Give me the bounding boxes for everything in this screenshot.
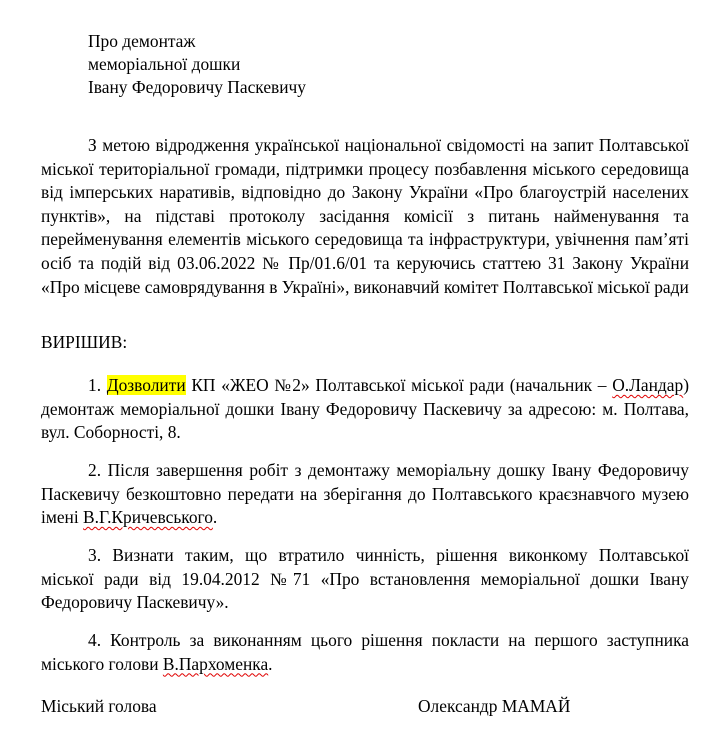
item-4-text-b: . bbox=[268, 653, 273, 674]
item-2-text-b: . bbox=[212, 507, 218, 528]
title-line-1: Про демонтаж bbox=[88, 31, 196, 51]
preamble-paragraph: З метою відродження української національної свідомості на запит Полтавської міської територіальної громади, підтримки процесу позбавлення міського середовища від імперських наративів, відповідно до Закону України «Про благоустрій населених пунктів», на підставі протоколу засідання комісії з питань найменування та перейменування елементів міського середовища та інфраструктури, увічнення пам’яті осіб та подій від 03.06.2022 № Пр/01.6/01 та керуючись статтею 31 Закону України «Про місцеве самоврядування в Україні», виконавчий комітет Полтавської міської ради bbox=[41, 135, 689, 297]
spellcheck-name-parkhomenko: В.Пархоменка bbox=[162, 653, 269, 674]
decision-item-4 bbox=[41, 629, 689, 676]
signature-name: Олександр МАМАЙ bbox=[418, 696, 571, 716]
title-line-2: меморіальної дошки bbox=[88, 54, 241, 74]
decision-item-3: 3. Визнати таким, що втратило чинність, рішення виконкому Полтавської міської ради від 19.04.2012 №71 «Про встановлення меморіальної дошки Івану Федоровичу Паскевичу». bbox=[41, 545, 689, 613]
spellcheck-name-landar: О.Ландар bbox=[612, 375, 684, 395]
item-1-number: 1. bbox=[88, 375, 102, 395]
spellcheck-name-krychevskyi: В.Г.Кричевського bbox=[83, 507, 213, 528]
title-line-3: Івану Федоровичу Паскевичу bbox=[88, 77, 307, 97]
resolved-heading: ВИРІШИВ: bbox=[41, 332, 128, 352]
decision-item-1 bbox=[41, 374, 689, 445]
signature-position: Міський голова bbox=[41, 696, 157, 716]
item-2-text-a: 2. Після завершення робіт з демонтажу меморіальну дошку Івану Федоровичу Паскевичу безкоштовно передати на зберігання до Полтавського краєзнавчого музею імені bbox=[41, 460, 689, 528]
highlighted-word: Дозволити bbox=[106, 375, 186, 395]
document-title bbox=[88, 30, 306, 99]
item-1-text-a: КП «ЖЕО №2» Полтавської міської ради (начальник – bbox=[185, 375, 613, 395]
item-1-text-b: ) демонтаж меморіальної дошки Івану Федоровичу Паскевичу за адресою: м. Полтава, вул. Соборності, 8. bbox=[41, 375, 689, 443]
decision-item-2 bbox=[41, 459, 689, 530]
item-4-text-a: 4. Контроль за виконанням цього рішення покласти на першого заступника міського голови bbox=[41, 630, 689, 674]
